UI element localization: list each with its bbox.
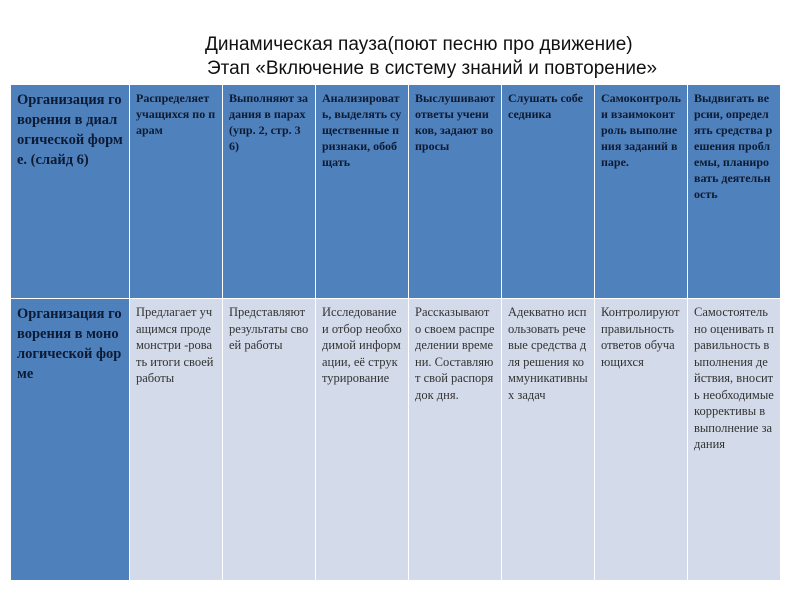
- table-cell: Рассказывают о своем распределении времени. Составляют свой распорядок дня.: [409, 299, 502, 581]
- slide-title: [205, 33, 657, 81]
- table-cell: Выслушивают ответы учеников, задают вопросы: [409, 85, 502, 299]
- table-cell: Контролируют правильность ответов обучающихся: [595, 299, 688, 581]
- table-cell: Выдвигать версии, определять средства решения проблемы, планировать деятельность: [688, 85, 781, 299]
- table-row: [11, 85, 781, 299]
- table-cell: Адекватно использовать речевые средства для решения коммуникативных задач: [502, 299, 595, 581]
- table-cell: Самоконтроль и взаимоконтроль выполнения заданий в паре.: [595, 85, 688, 299]
- table-cell: Представляют результаты своей работы: [223, 299, 316, 581]
- title-line-2: Этап «Включение в систему знаний и повторение»: [207, 58, 658, 79]
- table-cell: Предлагает учащимся продемонстри -ровать итоги своей работы: [130, 299, 223, 581]
- table-row: [11, 299, 781, 581]
- table-cell: Самостоятельно оценивать правильность выполнения действия, вносить необходимые коррективы в выполнение задания: [688, 299, 781, 581]
- lesson-table: [10, 84, 781, 581]
- table-cell: Исследование и отбор необходимой информации, её структурирование: [316, 299, 409, 581]
- row-header: Организация говорения в диалогической форме. (слайд 6): [11, 85, 130, 299]
- table-cell: Слушать собеседника: [502, 85, 595, 299]
- table-cell: Анализировать, выделять существенные признаки, обобщать: [316, 85, 409, 299]
- title-line-1: Динамическая пауза(поют песню про движение): [205, 34, 633, 55]
- row-header: Организация говорения в монологической форме: [11, 299, 130, 581]
- table-cell: Выполняют задания в парах (упр. 2, стр. 36): [223, 85, 316, 299]
- table-cell: Распределяет учащихся по парам: [130, 85, 223, 299]
